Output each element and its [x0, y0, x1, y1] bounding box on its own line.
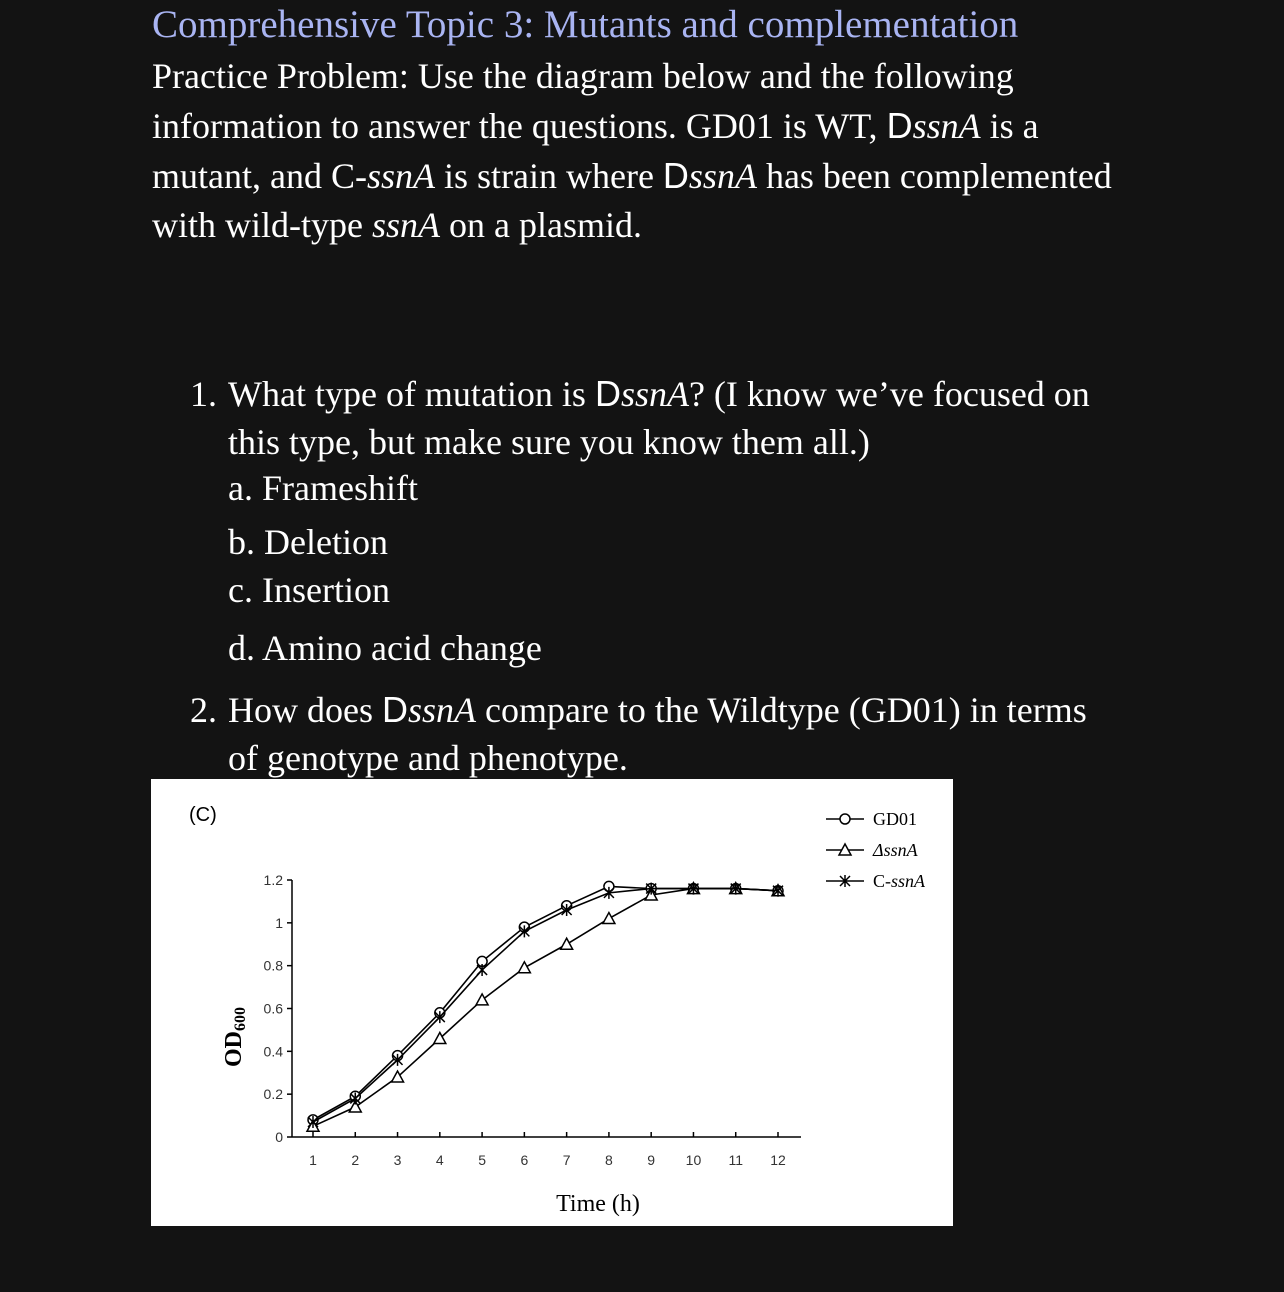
x-tick-label: 12 [770, 1152, 786, 1168]
y-axis-label-subscript: 600 [232, 1007, 249, 1031]
x-tick-label: 8 [605, 1152, 613, 1168]
problem-text-3: is strain where [434, 156, 663, 196]
delta-symbol: D [662, 155, 689, 196]
gene-name: ssnA [366, 156, 435, 196]
gene-name: ssnA [620, 374, 689, 414]
option-a: a. Frameshift [228, 468, 418, 508]
x-tick-label: 6 [520, 1152, 529, 1168]
growth-curve-chart [151, 779, 953, 1226]
answer-options [228, 466, 542, 670]
question-1 [190, 370, 1170, 466]
question-2 [190, 686, 1170, 782]
x-tick-label: 1 [309, 1152, 317, 1168]
gene-name: ssnA [688, 156, 757, 196]
x-tick-label: 2 [351, 1152, 360, 1168]
growth-curve-figure [151, 779, 953, 1226]
page-title: Comprehensive Topic 3: Mutants and complementation [152, 3, 1019, 46]
x-tick-label: 9 [647, 1152, 656, 1168]
question-number: 2. [190, 690, 217, 730]
legend-prefix: C- [873, 871, 891, 891]
question-text-line-2: this type, but make sure you know them all.) [228, 422, 870, 462]
question-text: How does [228, 690, 382, 730]
series-3 [308, 883, 783, 1128]
y-tick-label: 1 [275, 914, 283, 931]
problem-text-2: is a mutant, and C- [152, 106, 1039, 196]
panel-label: (C) [189, 804, 217, 826]
delta-symbol: D [594, 373, 621, 414]
y-axis-label [221, 1007, 249, 1067]
triangle-marker [476, 994, 488, 1005]
x-tick-label: 3 [393, 1152, 402, 1168]
question-number: 1. [190, 374, 217, 414]
x-axis-label: Time (h) [556, 1191, 640, 1217]
gene-name: ssnA [407, 690, 476, 730]
question-text-line-2: of genotype and phenotype. [228, 738, 628, 778]
y-tick-label: 0.4 [263, 1043, 283, 1060]
legend-label [872, 840, 919, 860]
gene-name: ssnA [371, 205, 440, 245]
problem-text-1: Practice Problem: Use the diagram below and the following information to answer the questions. GD01 is WT, [152, 56, 1014, 146]
triangle-marker [603, 913, 615, 924]
legend-entry [826, 871, 926, 891]
y-axis-label-main: OD [221, 1031, 247, 1067]
legend-gene: ΔssnA [873, 840, 918, 860]
star-marker [477, 964, 487, 976]
question-text: What type of mutation is [228, 374, 595, 414]
legend-label [873, 871, 926, 891]
problem-statement [152, 52, 1152, 250]
triangle-marker [518, 962, 530, 973]
series-1 [308, 881, 783, 1124]
y-tick-label: 0 [275, 1129, 283, 1145]
option-c: c. Insertion [228, 570, 390, 610]
x-tick-label: 4 [435, 1152, 444, 1168]
delta-symbol: D [886, 105, 913, 146]
series-line [313, 889, 778, 1127]
triangle-marker [561, 938, 573, 949]
question-text: ? (I know we’ve focused on [688, 374, 1090, 414]
y-tick-label: 0.8 [263, 957, 283, 974]
y-tick-label: 1.2 [263, 872, 283, 888]
x-tick-label: 5 [478, 1152, 486, 1168]
option-d: d. Amino acid change [228, 628, 542, 668]
problem-text-5: on a plasmid. [440, 205, 642, 245]
circle-marker [840, 814, 850, 824]
legend-entry [826, 840, 919, 860]
y-tick-label: 0.6 [263, 1000, 283, 1017]
x-tick-label: 10 [685, 1152, 702, 1168]
x-tick-label: 7 [562, 1152, 571, 1168]
legend-label: GD01 [873, 809, 917, 829]
gene-name: ssnA [912, 106, 981, 146]
delta-symbol: D [381, 689, 408, 730]
question-text: compare to the Wildtype (GD01) in terms [476, 690, 1087, 730]
y-tick-label: 0.2 [263, 1086, 283, 1103]
legend-gene: ssnA [891, 871, 926, 891]
legend-entry [826, 809, 917, 829]
option-b: b. Deletion [228, 522, 388, 562]
x-tick-label: 11 [728, 1152, 744, 1168]
problem-text-4: has been complemented with wild-type [152, 156, 1112, 245]
